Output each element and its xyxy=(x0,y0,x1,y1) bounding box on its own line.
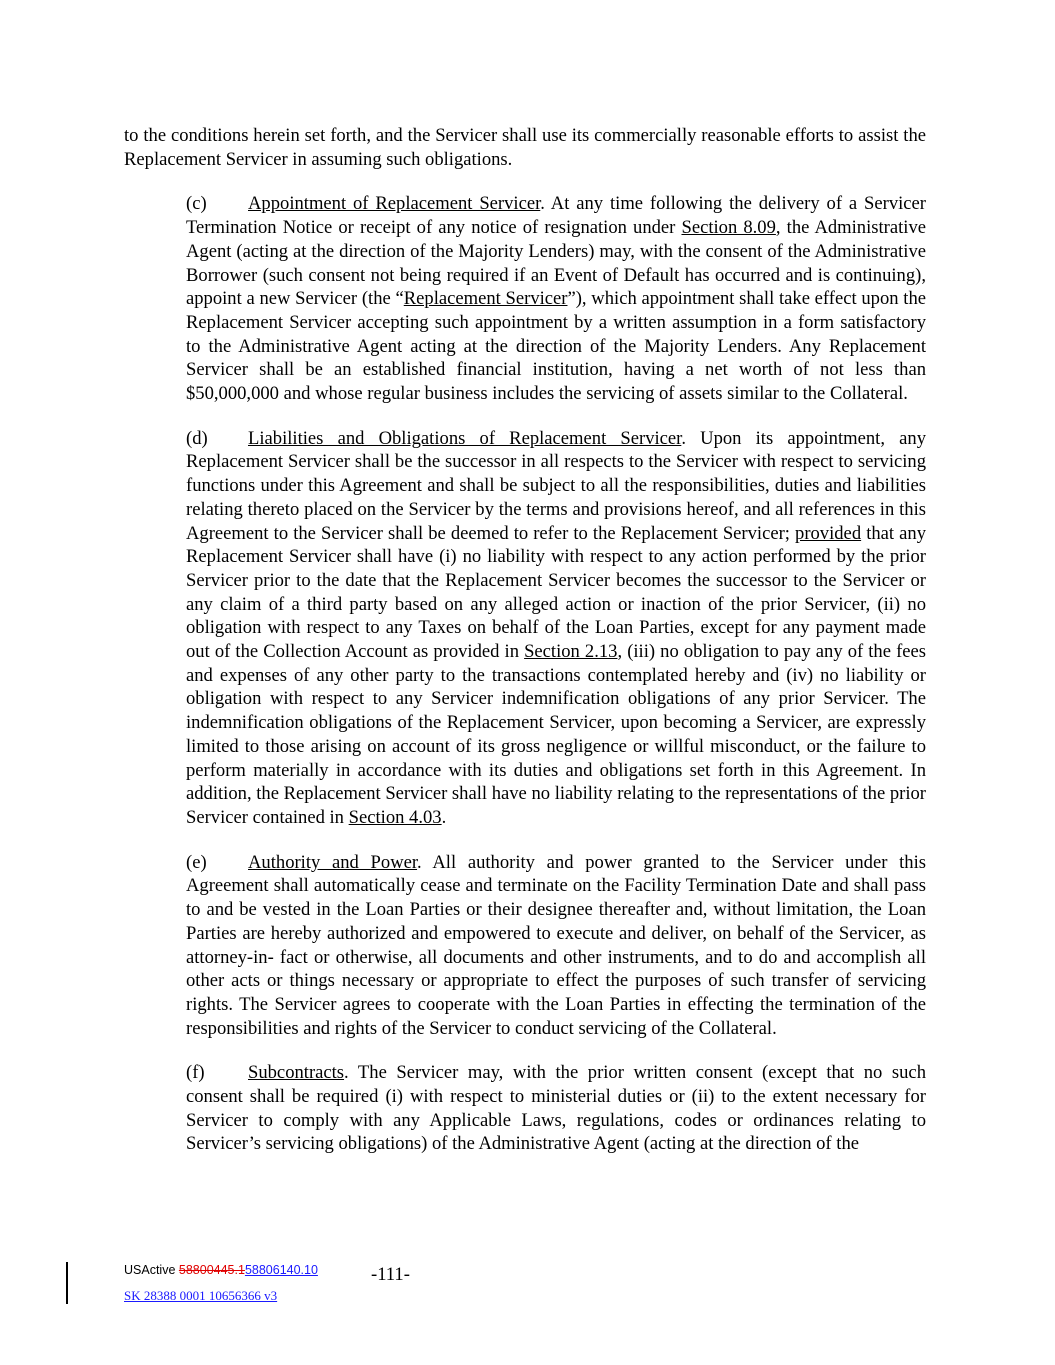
inserted-doc-id: 58806140.10 xyxy=(244,1263,318,1277)
section-f-paragraph: (f) Subcontracts. The Servicer may, with the prior written consent (except that no such consent shall be required (i) with respect to ministerial duties or (ii) to the extent necessary for Servicer to comply with any Applicable Laws, regulations, codes or ordinances relating to Servicer’s servicing obligations) of the Administrative Agent (acting at the direction of the xyxy=(186,1062,926,1155)
intro-paragraph: to the conditions herein set forth, and the Servicer shall use its commercially reasonable efforts to assist the Replacement Servicer in assuming such obligations. xyxy=(124,125,926,170)
defined-term: Replacement Servicer xyxy=(403,288,568,310)
section-number: (e) xyxy=(186,851,207,873)
section-d-paragraph: (d) Liabilities and Obligations of Replacement Servicer. Upon its appointment, any Replacement Servicer shall be the successor in all respects to the Servicer with respect to servicing functions under this Agreement and shall be subject to all the responsibilities, duties and liabilities relating thereto placed on the Servicer by the terms and provisions hereof, and all references in this Agreement to the Servicer shall be deemed to refer to the Replacement Servicer; provided that any Replacement Servicer shall have (i) no liability with respect to any action performed by the prior Servicer prior to the date that the Replacement Servicer becomes the successor to the Servicer or any claim of a third party based on any alleged action or inaction of the prior Servicer, (ii) no obligation with respect to any Taxes on behalf of the Loan Parties, except for any payment made out of the Collection Account as provided in Section 2.13, (iii) no obligation to pay any of the fees and expenses of any other party to the transactions contemplated hereby and (iv) no liability or obligation with respect to any Servicer indemnification obligations of any prior Servicer. The indemnification obligations of the Replacement Servicer, upon becoming a Servicer, are expressly limited to those arising on account of its gross negligence or willful misconduct, or the failure to perform materially in accordance with its duties and obligations set forth in this Agreement. In addition, the Replacement Servicer shall have no liability relating to the representations of the prior Servicer contained in Section 4.03. xyxy=(186,427,926,828)
section-number: (d) xyxy=(186,427,208,449)
section-number: (f) xyxy=(186,1062,205,1084)
section-heading: Subcontracts xyxy=(248,1062,345,1084)
section-heading: Appointment of Replacement Servicer xyxy=(248,193,541,215)
section-heading: Authority and Power xyxy=(248,851,418,873)
document-id-footer: USActive 58800445.158806140.10 xyxy=(124,1263,318,1277)
change-bar xyxy=(66,1262,68,1304)
page-number: -111- xyxy=(371,1264,410,1285)
section-number: (c) xyxy=(186,193,207,215)
proviso-term: provided xyxy=(795,522,862,544)
document-body xyxy=(124,124,926,1177)
section-c-paragraph: (c) Appointment of Replacement Servicer. At any time following the delivery of a Servicer Termination Notice or receipt of any notice of resignation under Section 8.09, the Administrative Agent (acting at the direction of the Majority Lenders) may, with the consent of the Administrative Borrower (such consent not being required if an Event of Default has occurred and is continuing), appoint a new Servicer (the “Replacement Servicer”), which appointment shall take effect upon the Replacement Servicer accepting such appointment by a written assumption in a form satisfactory to the Administrative Agent acting at the direction of the Majority Lenders. Any Replacement Servicer shall be an established financial institution, having a net worth of not less than $50,000,000 and whose regular business includes the servicing of assets similar to the Collateral. xyxy=(186,193,927,405)
section-reference: Section 4.03 xyxy=(348,806,442,828)
section-reference: Section 8.09 xyxy=(681,217,776,239)
section-heading: Liabilities and Obligations of Replacement Servicer xyxy=(248,427,682,449)
section-e-paragraph: (e) Authority and Power. All authority and power granted to the Servicer under this Agreement shall automatically cease and terminate on the Facility Termination Date and shall pass to and be vested in the Loan Parties or their designee thereafter and, without limitation, the Loan Parties are hereby authorized and empowered to execute and deliver, on behalf of the Servicer, as attorney-in- fact or otherwise, all documents and other instruments, and to do and accomplish all other acts or things necessary or appropriate to effect the purposes of such transfer of servicing rights. The Servicer agrees to cooperate with the Loan Parties in effecting the termination of the responsibilities and rights of the Servicer to conduct servicing of the Collateral. xyxy=(186,851,926,1039)
sk-reference: SK 28388 0001 10656366 v3 xyxy=(124,1288,278,1303)
deleted-doc-id: 58800445.1 xyxy=(178,1263,245,1277)
section-reference: Section 2.13 xyxy=(524,641,618,663)
